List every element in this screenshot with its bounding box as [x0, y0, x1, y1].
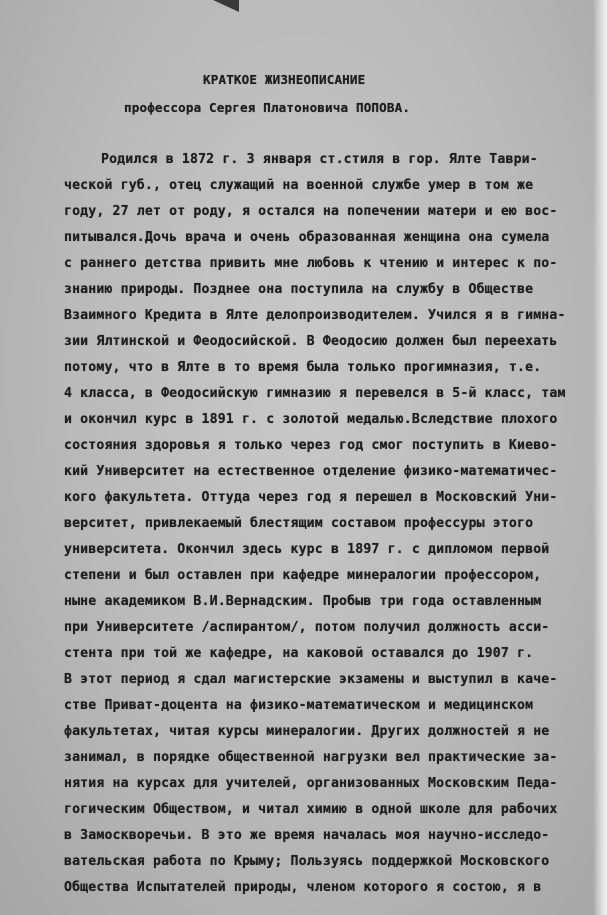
text-line: стве Приват-доцента на физико-математическом и медицинском [64, 698, 534, 713]
text-line: Взаимного Кредита в Ялте делопроизводителем. Учился я в гимна- [64, 308, 566, 323]
text-line: ныне академиком В.И.Вернадским. Пробыв три года оставленным [64, 594, 542, 609]
text-line: знанию природы. Позднее она поступила на службу в Обществе [64, 282, 534, 297]
text-line: кий Университет на естественное отделение физико-математичес- [64, 464, 558, 479]
text-line: питывался.Дочь врача и очень образованная женщина она сумела [64, 230, 550, 245]
text-line: В этот период я сдал магистерские экзамены и выступил в каче- [64, 672, 558, 687]
text-line: Родился в 1872 г. 3 января ст.стиля в гор. Ялте Таври- [101, 152, 538, 167]
text-line: зии Ялтинской и Феодосийской. В Феодосию должен был переехать [64, 334, 558, 349]
text-line: при Университете /аспирантом/, потом получил должность асси- [64, 620, 550, 635]
text-line: потому, что в Ялте в то время была только прогимназия, т.е. [64, 360, 542, 375]
text-line: ческой губ., отец служащий на военной службе умер в том же [64, 178, 534, 193]
text-line: Общества Испытателей природы, членом которого я состою, я в [64, 880, 542, 895]
text-line: вательская работа по Крыму; Пользуясь поддержкой Московского [64, 854, 550, 869]
text-line: стента при той же кафедре, на каковой оставался до 1907 г. [64, 646, 534, 661]
text-line: гогическим Обществом, и читал химию в одной школе для рабочих [64, 802, 558, 817]
document-title: КРАТКОЕ ЖИЗНЕОПИСАНИЕ [203, 72, 366, 87]
text-line: университета. Окончил здесь курс в 1897 г. с дипломом первой [64, 542, 550, 557]
text-line: 4 класса, в Феодосийскую гимназию я перевелся в 5-й класс, там [64, 386, 566, 401]
text-line: состояния здоровья я только через год смог поступить в Киево- [64, 438, 558, 453]
text-line: факультетах, читая курсы минералогии. Других должностей я не [64, 724, 550, 739]
text-line: нятия на курсах для учителей, организованных Московским Педа- [64, 776, 558, 791]
text-line: степени и был оставлен при кафедре минералогии профессором, [64, 568, 542, 583]
text-line: кого факультета. Оттуда через год я перешел в Московский Уни- [64, 490, 558, 505]
text-line: занимал, в порядке общественной нагрузки вел практические за- [64, 750, 558, 765]
text-line: верситет, привлекаемый блестящим составом профессуры этого [64, 516, 534, 531]
text-line: в Замоскворечьи. В это же время началась моя научно-исследо- [64, 828, 550, 843]
text-line: и окончил курс в 1891 г. с золотой медалью.Вследствие плохого [64, 412, 558, 427]
text-line: году, 27 лет от роду, я остался на попечении матери и ею вос- [64, 204, 558, 219]
document-subtitle: профессора Сергея Платоновича ПОПОВА. [124, 100, 411, 115]
text-line: с раннего детства привить мне любовь к чтению и интерес к по- [64, 256, 558, 271]
